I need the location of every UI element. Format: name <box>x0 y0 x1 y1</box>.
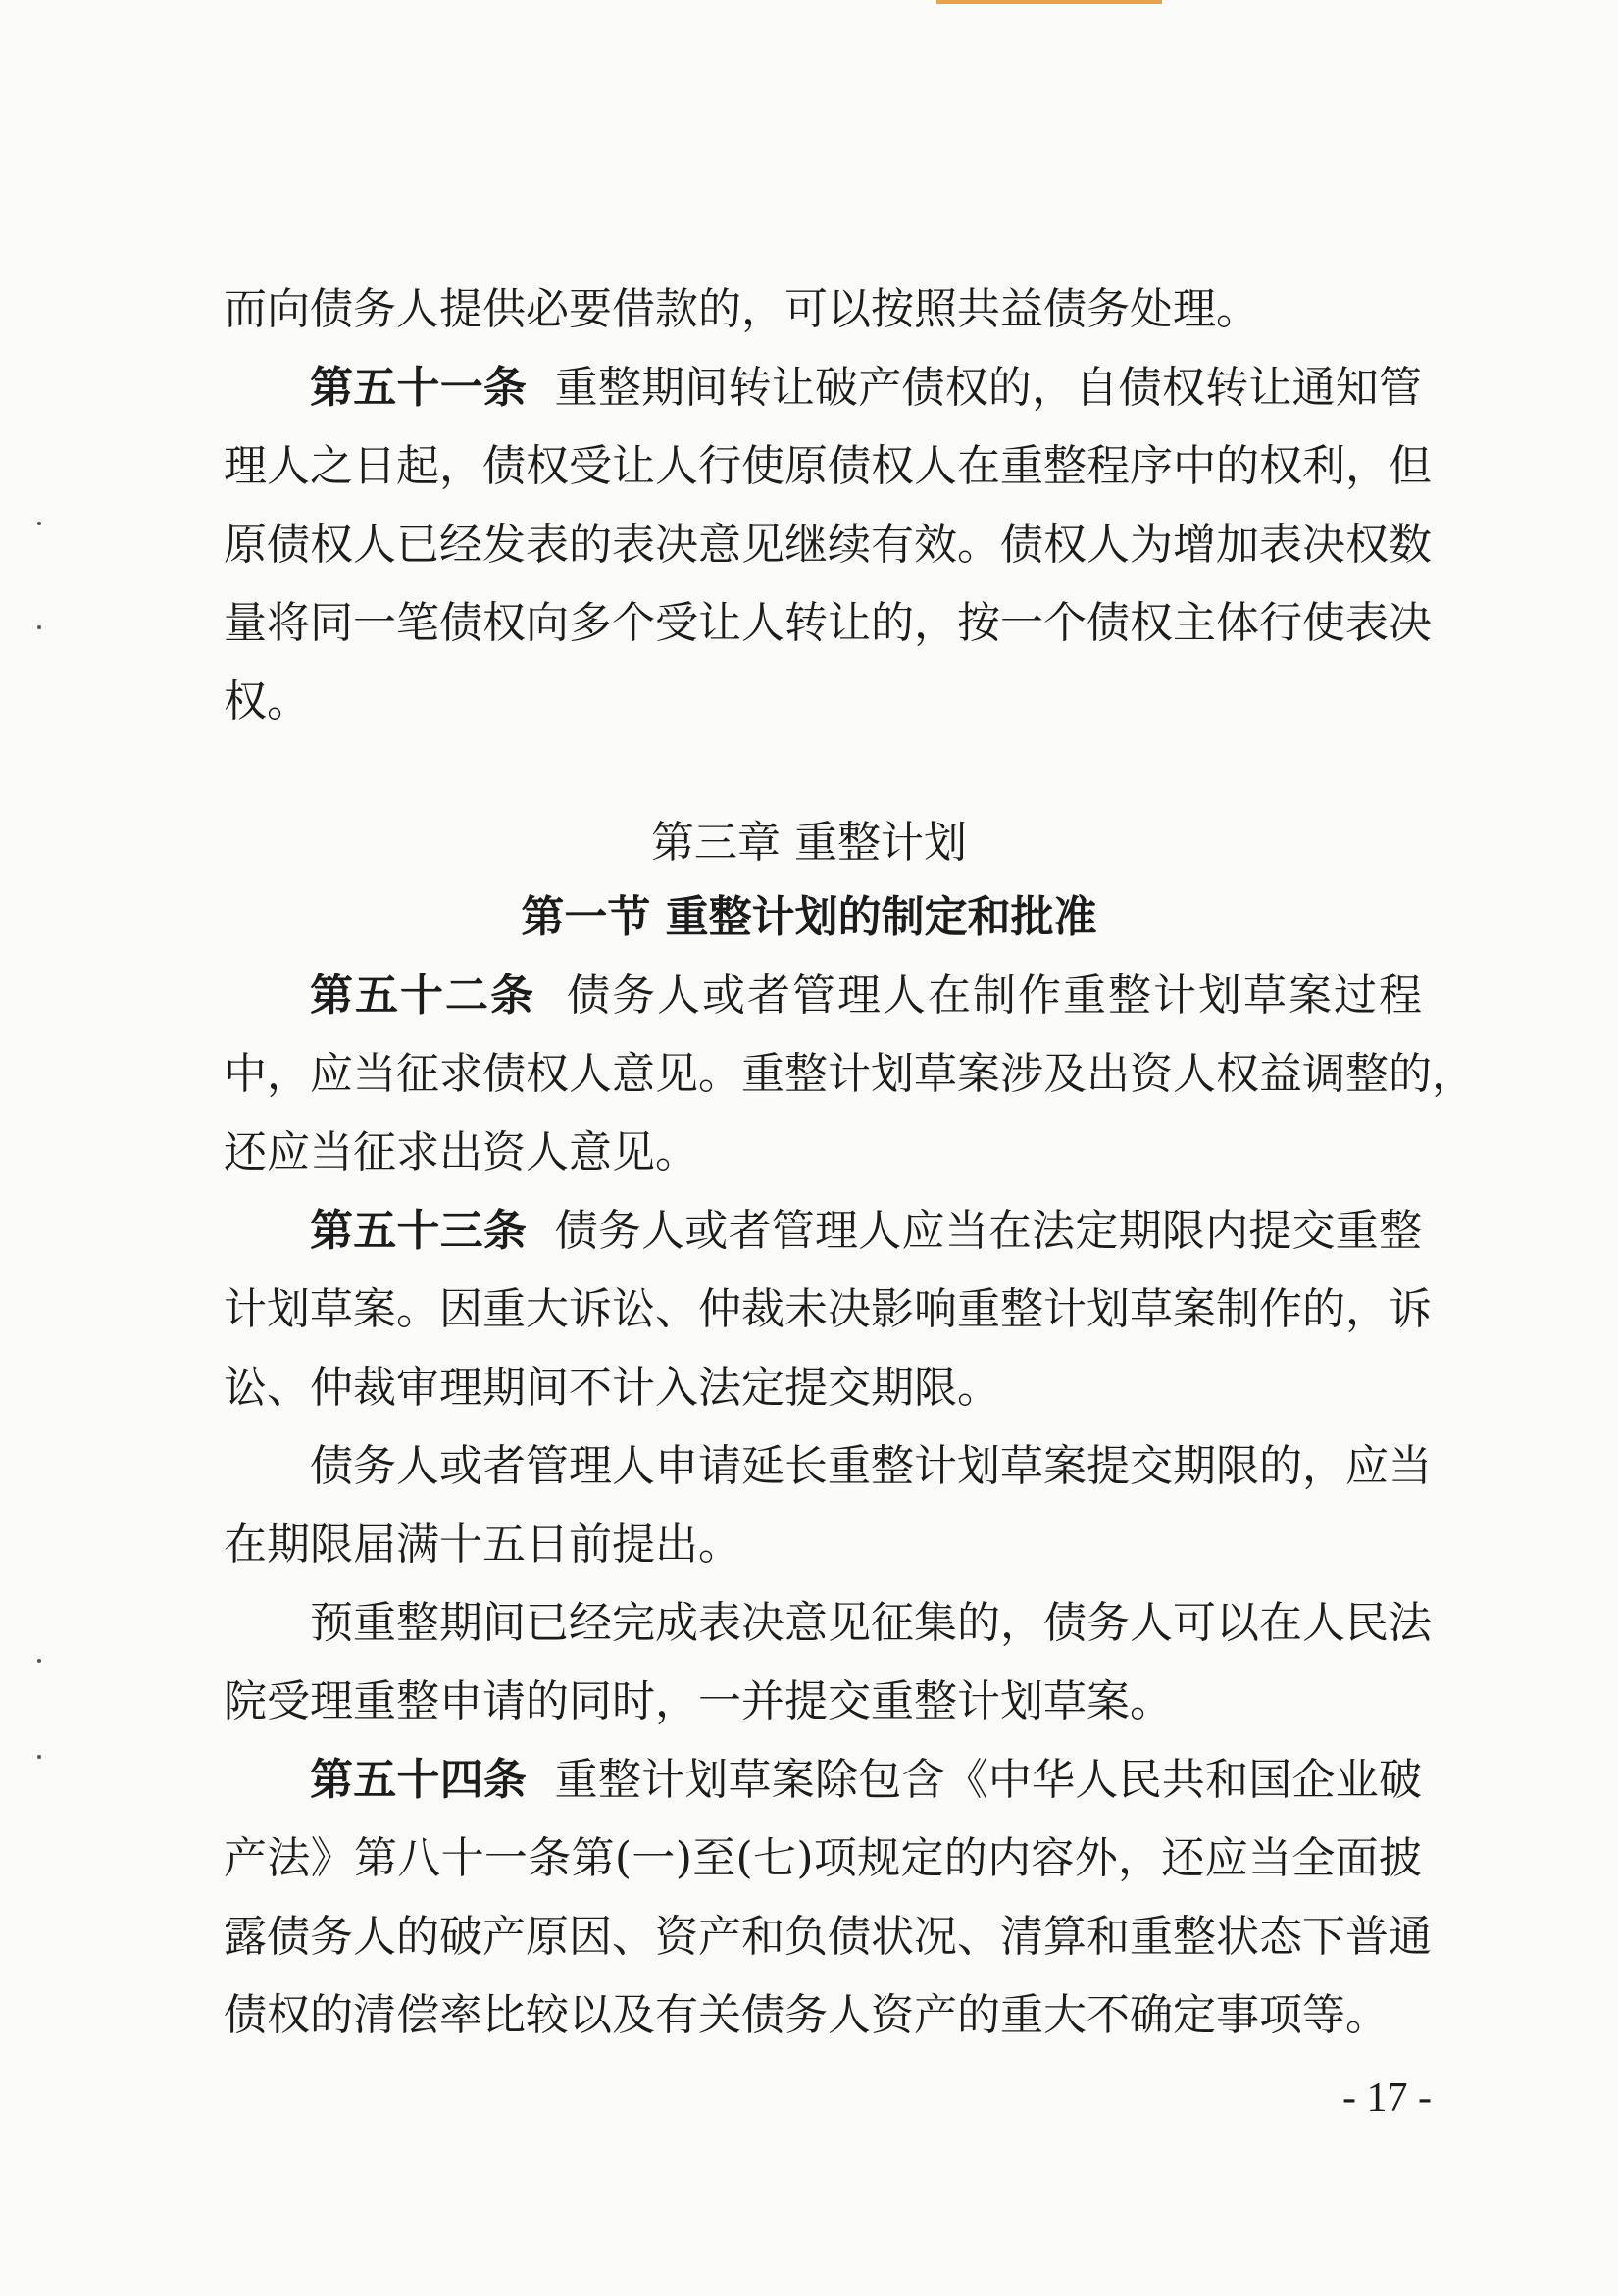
binding-hole-mark <box>37 1755 41 1759</box>
binding-hole-mark <box>37 1659 41 1663</box>
page-number: - 17 - <box>1342 2075 1432 2121</box>
text-line: 还应当征求出资人意见。 <box>224 1127 698 1177</box>
article-number: 第五十二条 <box>310 971 536 1021</box>
text-line: 预重整期间已经完成表决意见征集的，债务人可以在人民法 <box>310 1598 1432 1648</box>
scan-edge-mark <box>936 0 1162 4</box>
text-line: 计划草案。因重大诉讼、仲裁未决影响重整计划草案制作的，诉 <box>224 1284 1432 1334</box>
binding-hole-mark <box>37 625 41 629</box>
article-text: 重整期间转让破产债权的，自债权转让通知管 <box>554 363 1423 413</box>
article-52-first-line <box>310 967 1422 1025</box>
text-line: 产法》第八十一条第(一)至(七)项规定的内容外，还应当全面披 <box>224 1833 1422 1883</box>
chapter-heading: 第三章 重整计划 <box>651 818 967 868</box>
text-line: 原债权人已经发表的表决意见继续有效。债权人为增加表决权数 <box>224 520 1432 570</box>
article-text: 债务人或者管理人应当在法定期限内提交重整 <box>554 1206 1423 1256</box>
text-line: 讼、仲裁审理期间不计入法定提交期限。 <box>224 1363 1000 1413</box>
text-line: 量将同一笔债权向多个受让人转让的，按一个债权主体行使表决 <box>224 598 1432 648</box>
article-53-first-line <box>310 1202 1422 1261</box>
text-line: 中，应当征求债权人意见。重整计划草案涉及出资人权益调整的， <box>224 1049 1475 1099</box>
binding-hole-mark <box>37 522 41 525</box>
article-text: 重整计划草案除包含《中华人民共和国企业破 <box>554 1755 1423 1805</box>
article-51-first-line <box>310 359 1422 418</box>
section-heading: 第一节 重整计划的制定和批准 <box>521 892 1097 942</box>
text-line: 在期限届满十五日前提出。 <box>224 1520 741 1570</box>
text-line: 院受理重整申请的同时，一并提交重整计划草案。 <box>224 1676 1173 1726</box>
article-number: 第五十三条 <box>310 1206 528 1256</box>
text-line: 债权的清偿率比较以及有关债务人资产的重大不确定事项等。 <box>224 1990 1389 2040</box>
text-line: 权。 <box>224 676 310 726</box>
article-number: 第五十一条 <box>310 363 528 413</box>
text-line: 债务人或者管理人申请延长重整计划草案提交期限的，应当 <box>310 1441 1432 1491</box>
article-text: 债务人或者管理人在制作重整计划草案过程 <box>567 971 1423 1021</box>
text-line: 露债务人的破产原因、资产和负债状况、清算和重整状态下普通 <box>224 1912 1432 1962</box>
text-line: 理人之日起，债权受让人行使原债权人在重整程序中的权利，但 <box>224 441 1432 491</box>
article-number: 第五十四条 <box>310 1755 528 1805</box>
text-line: 而向债务人提供必要借款的，可以按照共益债务处理。 <box>224 284 1259 334</box>
article-54-first-line <box>310 1751 1422 1810</box>
